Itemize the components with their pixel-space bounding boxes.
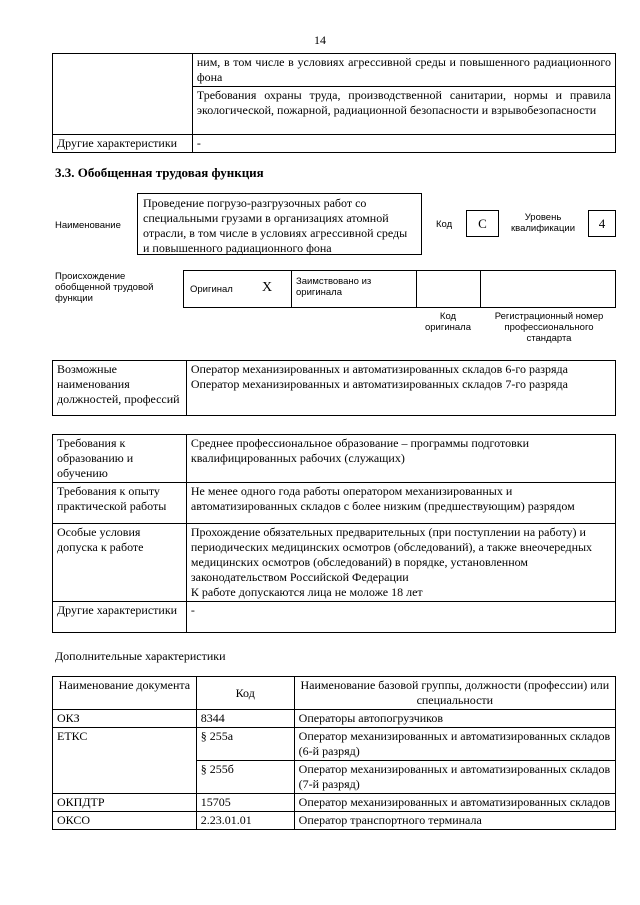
name-label: Наименование [55,220,121,231]
req-label: Особые условия допуска к работе [53,524,187,602]
section-title: 3.3. Обобщенная трудовая функция [55,165,264,180]
top-table-row1: ним, в том числе в условиях агрессивной среды и повышенного радиационного фона [192,54,615,87]
positions-label: Возможные наименования должностей, профессий [53,361,187,416]
top-table-empty-cell [53,54,193,135]
position-item: Оператор механизированных и автоматизированных складов 6-го разряда [190,362,568,376]
additional-header: Наименование базовой группы, должности (профессии) или специальности [294,677,615,710]
original-mark: X [262,280,273,295]
req-label: Требования к образованию и обучению [53,435,187,483]
additional-doc: ОКЗ [53,710,197,728]
additional-doc: ЕТКС [53,728,197,794]
position-item: Оператор механизированных и автоматизированных складов 7-го разряда [190,377,568,391]
additional-header: Наименование документа [53,677,197,710]
code-value: C [466,210,499,237]
origin-divider [291,271,292,307]
code-original-caption: Код оригинала [424,311,471,333]
additional-code: 15705 [196,794,294,812]
req-value: Не менее одного года работы оператором механизированных и автоматизированных складов с более низким (предшествующим) разрядом [186,483,615,524]
origin-label: Происхождение обобщенной трудовой функции [55,271,154,304]
additional-name: Оператор механизированных и автоматизированных складов (7-й разряд) [294,761,615,794]
requirements-table [52,434,616,633]
additional-title: Дополнительные характеристики [55,649,226,663]
reg-number-caption: Регистрационный номер профессионального стандарта [494,311,604,344]
req-value: - [186,602,615,633]
req-label: Требования к опыту практической работы [53,483,187,524]
additional-code: 8344 [196,710,294,728]
req-value: Среднее профессиональное образование – программы подготовки квалифицированных рабочих (служащих) [186,435,615,483]
additional-table [52,676,616,830]
req-value: Прохождение обязательных предварительных (при поступлении на работу) и периодических медицинских осмотров (обследований), а также внеочередных медицинских осмотров (обследований) в порядке, установленном законодательством Российской Федерации [190,525,593,584]
top-table-row2: Требования охраны труда, производственной санитарии, нормы и правила экологической, пожарной, радиационной безопасности и взрывобезопасности [192,87,615,135]
origin-divider [416,271,417,307]
additional-doc: ОКПДТР [53,794,197,812]
additional-name: Оператор механизированных и автоматизированных складов [294,794,615,812]
original-label: Оригинал [190,284,233,295]
positions-table [52,360,616,416]
additional-header: Код [196,677,294,710]
code-label: Код [436,219,453,230]
additional-code: § 255а [196,728,294,761]
additional-code: 2.23.01.01 [196,812,294,830]
level-value: 4 [588,210,616,237]
top-table-row3-value: - [192,135,615,153]
additional-name: Оператор транспортного терминала [294,812,615,830]
borrowed-label: Заимствовано из оригинала [296,276,372,298]
top-table-row3-label: Другие характеристики [53,135,193,153]
additional-name: Операторы автопогрузчиков [294,710,615,728]
top-table [52,53,616,153]
level-label: Уровень квалификации [510,212,576,234]
name-value: Проведение погрузо-разгрузочных работ со специальными грузами в организациях атомной отрасли, в том числе в условиях агрессивной среды и повышенного радиационного фона [137,193,422,255]
additional-doc: ОКСО [53,812,197,830]
page-number: 14 [314,33,326,47]
req-value-extra: К работе допускаются лица не моложе 18 лет [190,585,423,599]
additional-code: § 255б [196,761,294,794]
origin-divider [480,271,481,307]
req-label: Другие характеристики [53,602,187,633]
additional-name: Оператор механизированных и автоматизированных складов (6-й разряд) [294,728,615,761]
